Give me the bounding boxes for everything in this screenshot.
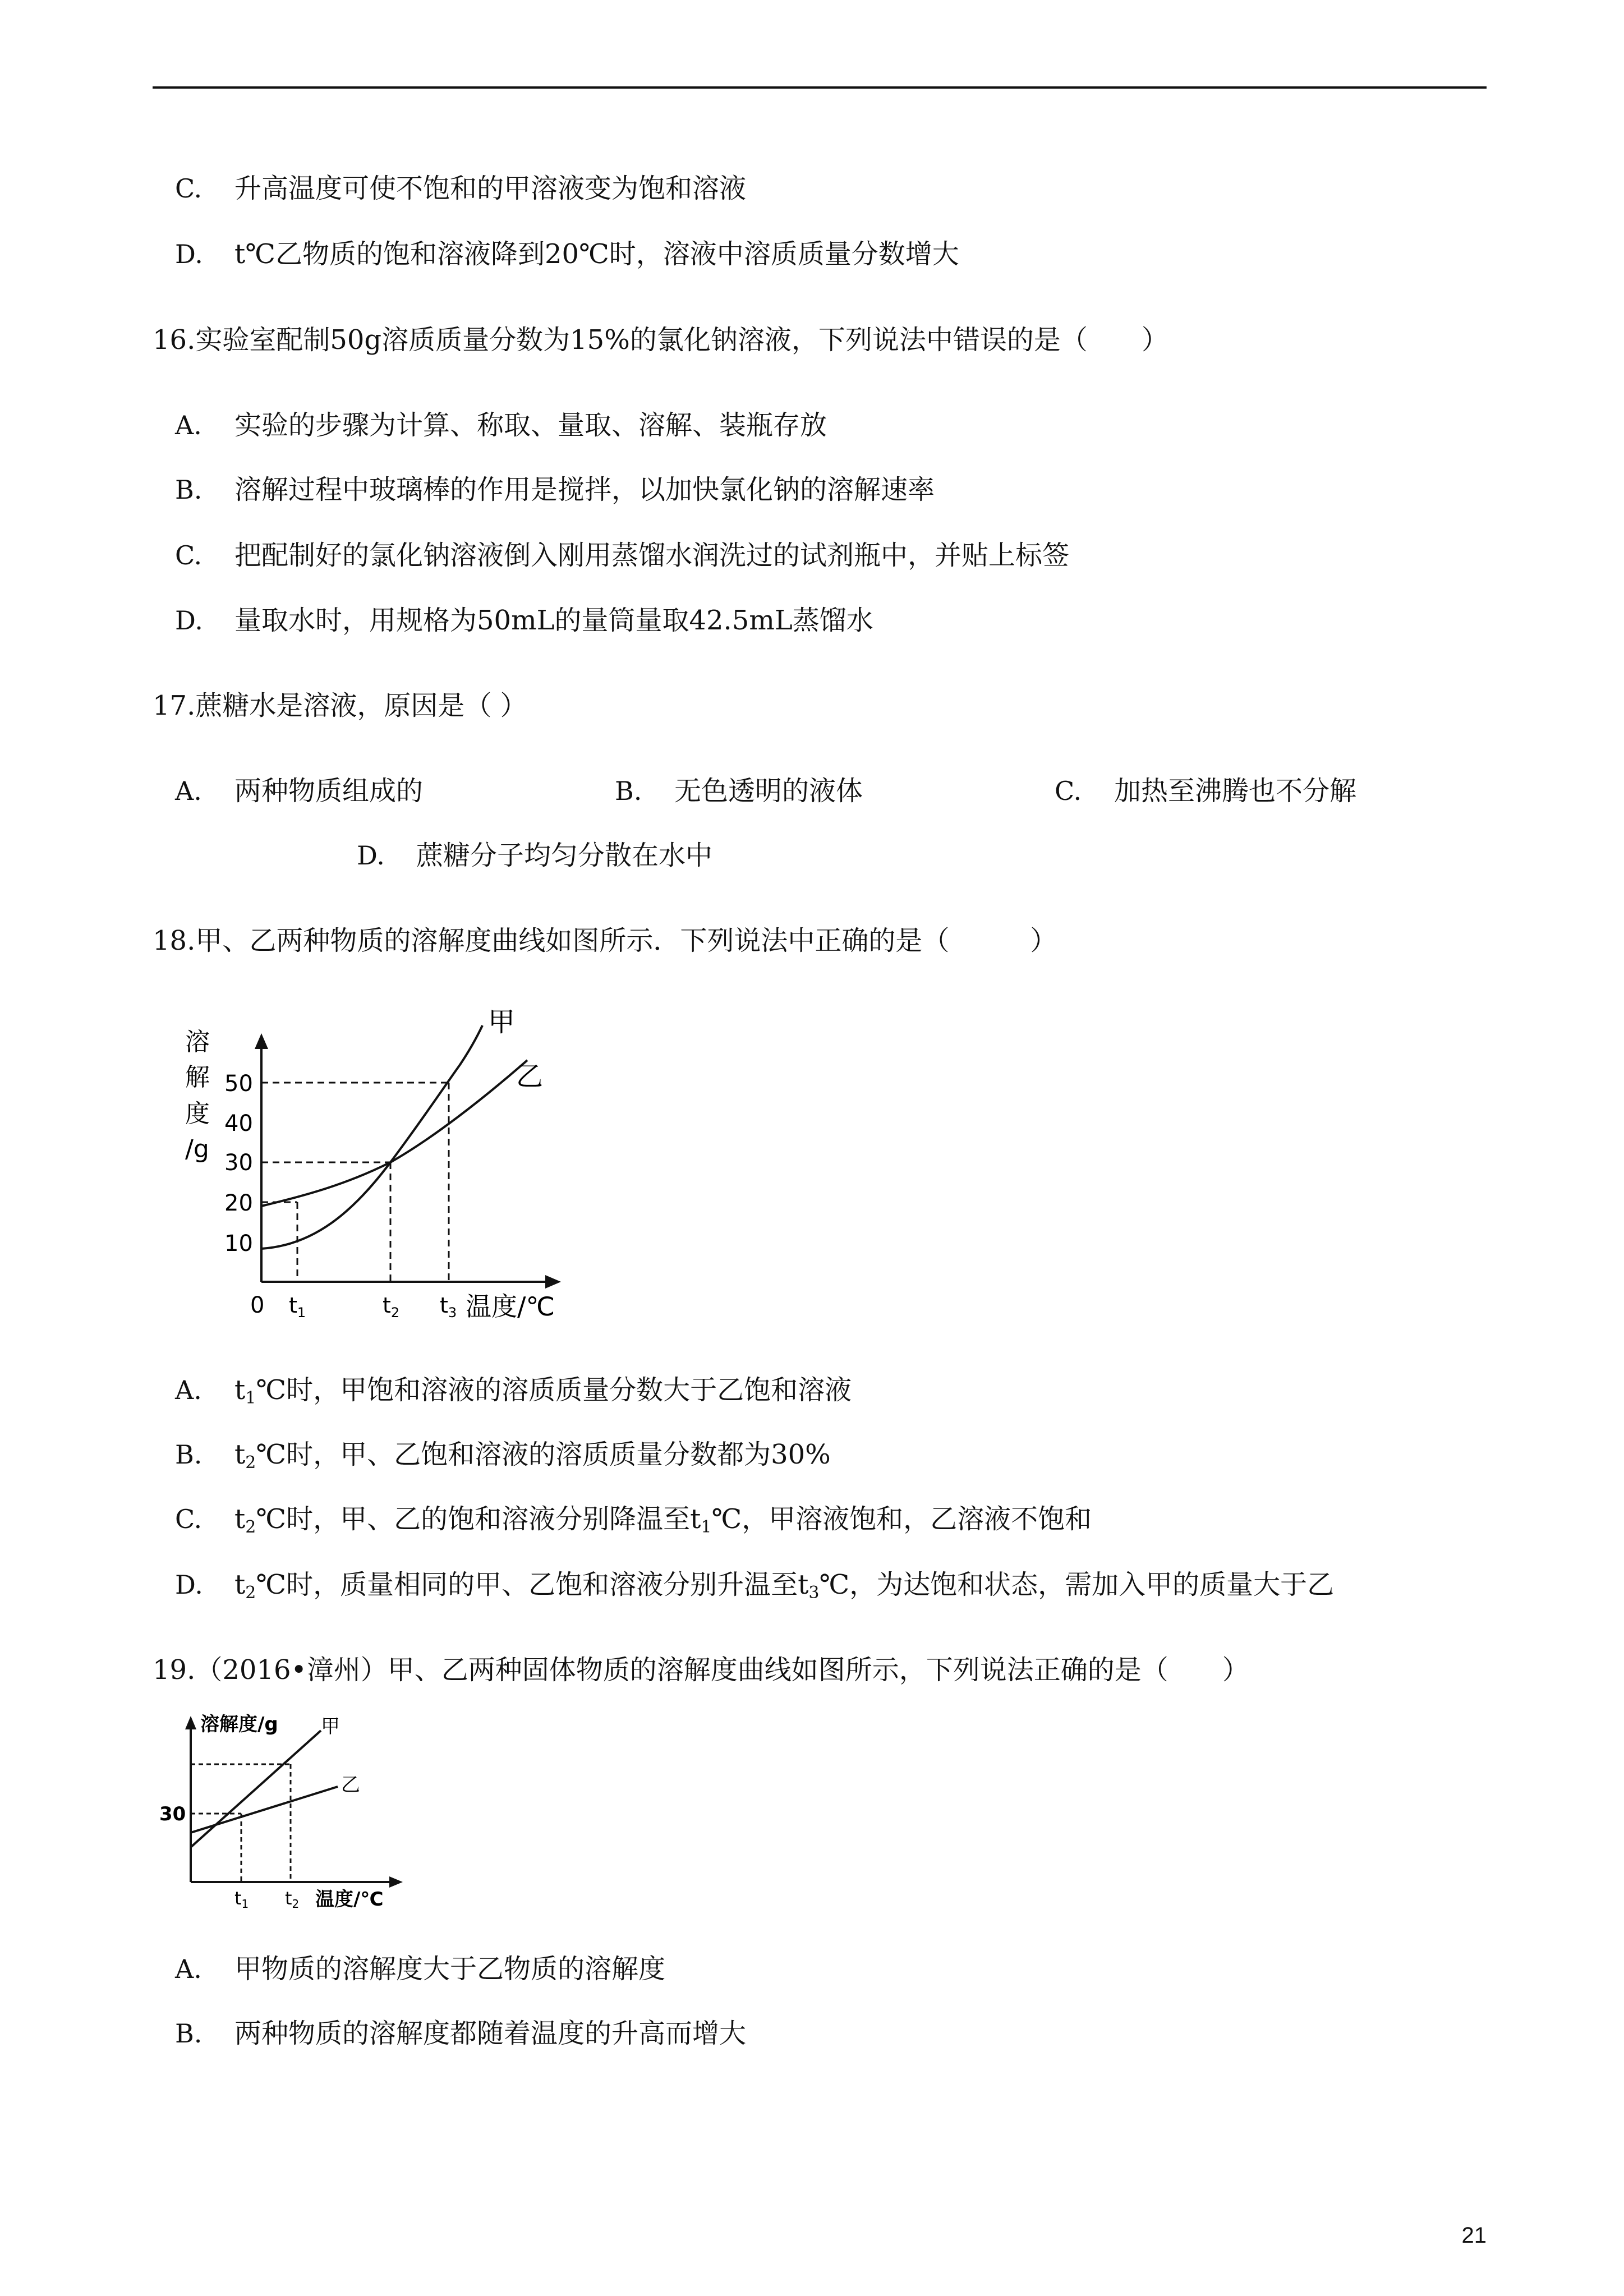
- option-letter: B.: [175, 1439, 203, 1470]
- option-text: $t_2℃$时，甲、乙的饱和溶液分别降温至$t_1℃$，甲溶液饱和，乙溶液不饱和: [234, 1503, 1092, 1537]
- option-letter: D.: [357, 840, 385, 871]
- series-label-jia: 甲: [488, 1006, 516, 1038]
- option-letter: D.: [175, 605, 203, 636]
- option-letter: A.: [175, 1375, 202, 1405]
- option-letter: C.: [1055, 776, 1082, 806]
- series-yi-line: [191, 1787, 338, 1833]
- guide-lines: [261, 1083, 449, 1282]
- option-letter: D.: [175, 1570, 203, 1600]
- y-axis-arrow: [185, 1716, 196, 1729]
- y-label-char: /g: [185, 1135, 209, 1163]
- y-tick-label: 30: [224, 1150, 253, 1176]
- series-jia-curve: [261, 1025, 482, 1249]
- option-letter: B.: [175, 2018, 203, 2049]
- option-text: 甲物质的溶解度大于乙物质的溶解度: [234, 1953, 666, 1985]
- y-tick-label: 30: [159, 1803, 186, 1825]
- option-text: 升高温度可使不饱和的甲溶液变为饱和溶液: [234, 173, 747, 204]
- solubility-chart-19: [153, 1708, 427, 1916]
- option-letter: D.: [175, 239, 203, 269]
- option-text: 溶解过程中玻璃棒的作用是搅拌，以加快氯化钠的溶解速率: [234, 474, 935, 505]
- header-rule: [153, 86, 1487, 89]
- option-letter: C.: [175, 540, 203, 570]
- question-17-stem: 17.蔗糖水是溶液，原因是（ ）: [153, 690, 527, 721]
- solubility-chart-18: [168, 999, 583, 1329]
- option-letter: A.: [175, 776, 202, 806]
- option-letter: A.: [175, 1954, 202, 1984]
- x-tick-label: $t_3$: [440, 1293, 457, 1320]
- option-text: 无色透明的液体: [674, 775, 863, 807]
- option-text: 蔗糖分子均匀分散在水中: [416, 840, 713, 871]
- question-19-stem: 19.（2016•漳州）甲、乙两种固体物质的溶解度曲线如图所示，下列说法正确的是（ ）: [153, 1654, 1249, 1686]
- option-text: 把配制好的氯化钠溶液倒入刚用蒸馏水润洗过的试剂瓶中，并贴上标签: [234, 540, 1070, 571]
- series-label-jia: 甲: [321, 1715, 340, 1738]
- option-text: $t_1℃$时，甲饱和溶液的溶质质量分数大于乙饱和溶液: [234, 1374, 852, 1408]
- option-text: 加热至沸腾也不分解: [1114, 775, 1357, 807]
- y-tick-label: 10: [224, 1231, 253, 1257]
- x-tick-label: $t_2$: [383, 1293, 400, 1320]
- x-tick-label: t1: [234, 1888, 249, 1911]
- x-axis-arrow: [545, 1275, 561, 1289]
- option-text: 两种物质的溶解度都随着温度的升高而增大: [234, 2018, 747, 2049]
- option-text: t℃乙物质的饱和溶液降到20℃时，溶液中溶质质量分数增大: [234, 238, 959, 270]
- series-jia-line: [191, 1731, 321, 1847]
- y-label-char: 度: [185, 1099, 210, 1128]
- option-letter: C.: [175, 1504, 203, 1534]
- x-axis-label: 温度/℃: [315, 1888, 384, 1911]
- y-axis-label: 溶解度/g: [200, 1713, 278, 1736]
- question-18-stem: 18.甲、乙两种物质的溶解度曲线如图所示．下列说法中正确的是（ ）: [153, 925, 1057, 956]
- option-text: 实验的步骤为计算、称取、量取、溶解、装瓶存放: [234, 409, 827, 441]
- option-letter: A.: [175, 410, 202, 440]
- y-axis-arrow: [255, 1033, 268, 1049]
- x-axis-label: 温度/℃: [466, 1291, 555, 1322]
- x-axis-arrow: [389, 1876, 403, 1888]
- series-label-yi: 乙: [516, 1061, 544, 1092]
- option-text: 两种物质组成的: [234, 775, 424, 807]
- option-text: $t_2℃$时，甲、乙饱和溶液的溶质质量分数都为30%: [234, 1439, 831, 1473]
- x-tick-label: $t_1$: [289, 1293, 306, 1320]
- series-label-yi: 乙: [341, 1774, 360, 1796]
- option-letter: B.: [175, 475, 203, 505]
- y-label-char: 溶: [185, 1028, 210, 1056]
- option-text: $t_2℃$时，质量相同的甲、乙饱和溶液分别升温至$t_3℃$，为达饱和状态，需加入甲的质量大于乙: [234, 1569, 1335, 1603]
- option-letter: C.: [175, 173, 203, 204]
- y-label-char: 解: [185, 1063, 210, 1092]
- guide-lines: [191, 1764, 291, 1882]
- option-letter: B.: [615, 776, 642, 806]
- y-tick-label: 20: [224, 1190, 253, 1216]
- y-tick-label: 50: [224, 1071, 253, 1097]
- y-tick-label: 40: [224, 1111, 253, 1137]
- origin-label: 0: [250, 1292, 265, 1318]
- option-text: 量取水时，用规格为50mL的量筒量取42.5mL蒸馏水: [234, 605, 873, 636]
- question-16-stem: 16.实验室配制50g溶质质量分数为15%的氯化钠溶液，下列说法中错误的是（ ）: [153, 324, 1168, 356]
- x-tick-label: t2: [285, 1888, 300, 1911]
- page-number: 21: [1461, 2223, 1487, 2248]
